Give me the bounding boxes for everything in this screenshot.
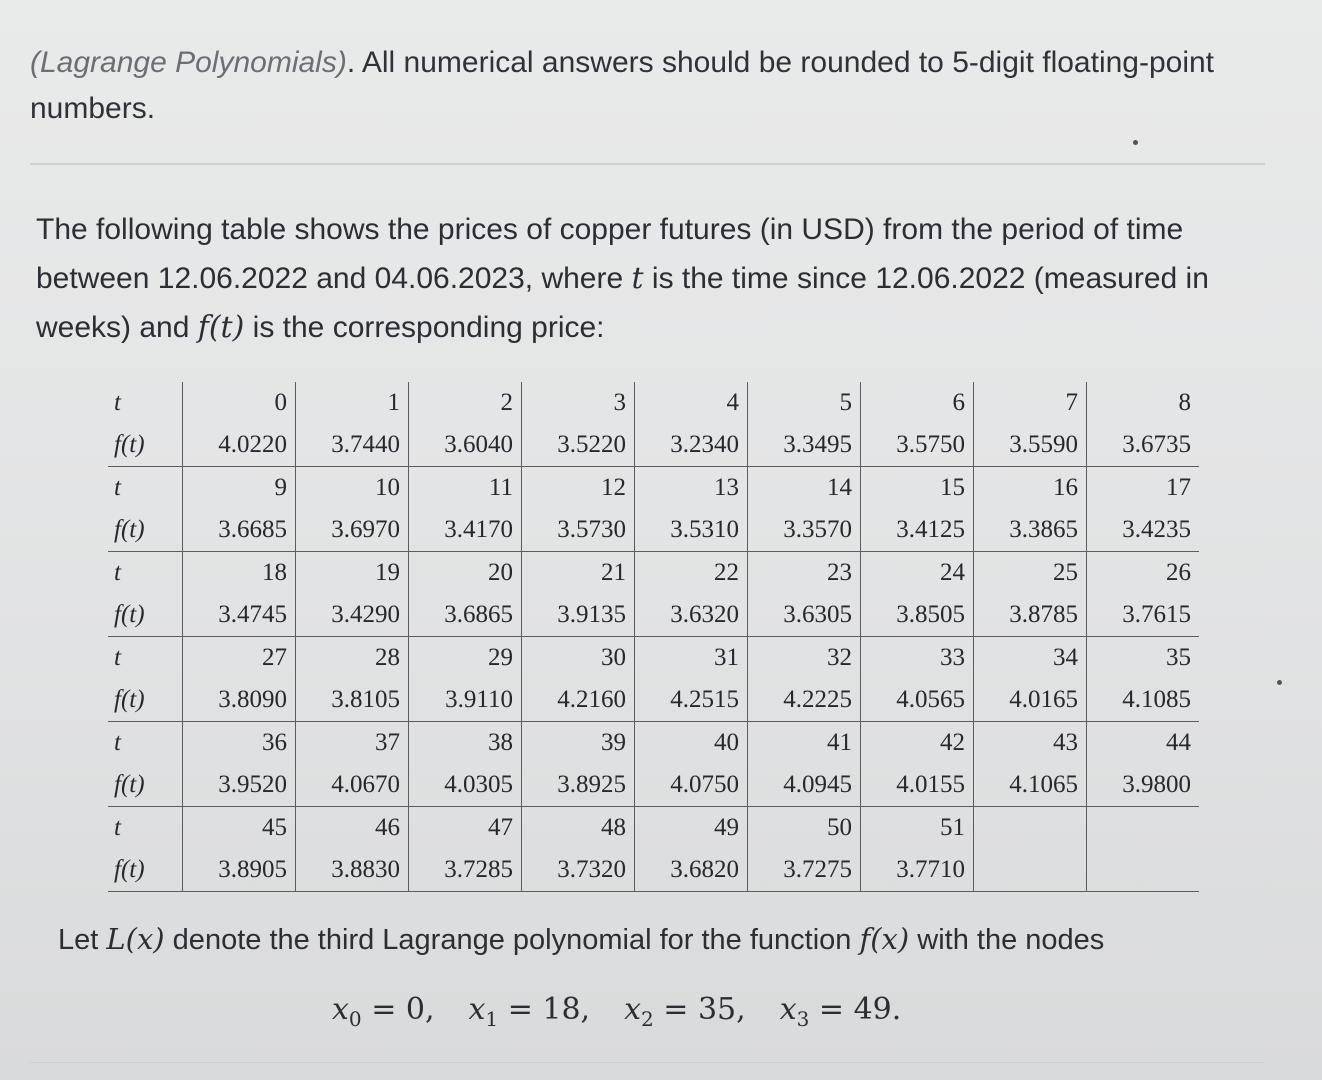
time-cell: 29 <box>409 637 522 680</box>
price-cell: 4.0305 <box>409 764 522 807</box>
price-cell: 4.2225 <box>748 679 861 722</box>
price-row <box>108 509 1199 552</box>
time-cell: 46 <box>296 807 409 850</box>
time-cell: 24 <box>861 552 974 595</box>
table-description <box>36 205 1286 352</box>
price-cell: 3.8905 <box>183 849 296 892</box>
price-cell <box>1087 849 1200 892</box>
node-value: 0, <box>405 992 435 1027</box>
price-cell: 3.4170 <box>409 509 522 552</box>
closing-part-2: denote the third Lagrange polynomial for the function <box>164 924 860 956</box>
time-cell: 50 <box>748 807 861 850</box>
lagrange-statement <box>58 917 1278 962</box>
node-variable: x <box>779 992 797 1027</box>
node-subscript: 0 <box>348 1007 362 1031</box>
closing-part-3: with the nodes <box>909 924 1105 956</box>
node-variable: x <box>624 992 642 1027</box>
price-cell: 3.6305 <box>748 594 861 637</box>
price-cell: 4.0670 <box>296 764 409 807</box>
time-row-label: t <box>114 389 121 416</box>
node-variable: x <box>468 992 486 1027</box>
description-part-3: is the corresponding price: <box>244 311 605 344</box>
time-cell: 42 <box>861 722 974 765</box>
time-cell: 10 <box>296 467 409 510</box>
time-cell: 2 <box>409 382 522 424</box>
price-cell: 4.2515 <box>635 679 748 722</box>
time-cell: 49 <box>635 807 748 850</box>
price-cell: 3.6820 <box>635 849 748 892</box>
price-cell: 3.6865 <box>409 594 522 637</box>
price-row-label: f(t) <box>108 424 183 467</box>
time-cell: 31 <box>635 637 748 680</box>
price-cell: 3.6320 <box>635 594 748 637</box>
node-subscript: 2 <box>641 1007 654 1031</box>
price-cell: 3.7320 <box>522 849 635 892</box>
price-cell: 3.7285 <box>409 849 522 892</box>
time-row-label: t <box>114 474 121 501</box>
equals-sign: = <box>361 992 406 1027</box>
node-value: 35, <box>697 992 746 1027</box>
time-cell: 38 <box>409 722 522 765</box>
time-cell: 3 <box>522 382 635 424</box>
time-row-label: t <box>114 644 121 671</box>
time-row <box>108 807 1199 850</box>
time-cell: 0 <box>183 382 296 424</box>
node-2 <box>624 992 746 1031</box>
price-cell: 4.1085 <box>1087 679 1200 722</box>
node-variable: x <box>332 992 349 1027</box>
node-subscript: 1 <box>485 1007 499 1031</box>
time-cell: 39 <box>522 722 635 765</box>
time-cell: 12 <box>522 467 635 510</box>
time-cell: 21 <box>522 552 635 595</box>
time-row <box>108 382 1199 424</box>
time-row <box>108 467 1199 510</box>
time-cell: 35 <box>1087 637 1200 680</box>
equals-sign: = <box>498 992 543 1027</box>
node-1 <box>469 992 591 1031</box>
price-cell: 3.6970 <box>296 509 409 552</box>
description-part-2: is the time since 12.06.2022 (measured in weeks) and <box>36 262 1209 344</box>
time-cell: 16 <box>974 467 1087 510</box>
node-3 <box>780 992 902 1031</box>
price-row-label: f(t) <box>108 594 183 637</box>
node-0 <box>332 992 435 1031</box>
time-cell: 32 <box>748 637 861 680</box>
price-cell: 3.5590 <box>974 424 1087 467</box>
price-cell: 3.2340 <box>635 424 748 467</box>
var-L: L(x) <box>106 922 165 956</box>
time-row <box>108 637 1199 680</box>
time-row <box>108 552 1199 595</box>
time-cell: 18 <box>183 552 296 595</box>
equals-sign: = <box>809 992 854 1027</box>
price-cell: 3.6685 <box>183 509 296 552</box>
price-cell: 3.7710 <box>861 849 974 892</box>
time-cell: 45 <box>183 807 296 850</box>
price-cell: 3.8105 <box>296 679 409 722</box>
price-row-label: f(t) <box>108 509 183 552</box>
price-row <box>108 764 1199 807</box>
time-cell: 19 <box>296 552 409 595</box>
time-row-label: t <box>114 814 121 841</box>
time-cell: 27 <box>183 637 296 680</box>
rounding-instruction: . All numerical answers should be rounded to 5-digit floating-point numbers. <box>30 46 1215 125</box>
time-cell: 9 <box>183 467 296 510</box>
price-cell: 3.7275 <box>748 849 861 892</box>
var-ft: f(t) <box>197 310 245 345</box>
price-row <box>108 594 1199 637</box>
time-cell: 13 <box>635 467 748 510</box>
time-cell: 28 <box>296 637 409 680</box>
price-cell: 3.3865 <box>974 509 1087 552</box>
price-cell: 3.3570 <box>748 509 861 552</box>
node-subscript: 3 <box>796 1007 810 1031</box>
price-cell: 3.4290 <box>296 594 409 637</box>
time-row-label: t <box>114 729 121 756</box>
price-cell: 4.0220 <box>183 424 296 467</box>
price-row <box>108 424 1199 467</box>
price-cell: 3.9520 <box>183 764 296 807</box>
time-row <box>108 722 1199 765</box>
price-table-wrapper <box>108 382 1199 892</box>
price-cell: 3.9110 <box>409 679 522 722</box>
time-cell: 25 <box>974 552 1087 595</box>
time-cell: 41 <box>748 722 861 765</box>
time-cell: 22 <box>635 552 748 595</box>
time-cell: 47 <box>409 807 522 850</box>
price-cell: 3.8830 <box>296 849 409 892</box>
problem-title: (Lagrange Polynomials) <box>30 46 347 79</box>
closing-part-1: Let <box>58 924 107 956</box>
price-cell: 3.8090 <box>183 679 296 722</box>
price-cell: 4.0750 <box>635 764 748 807</box>
price-cell: 3.5730 <box>522 509 635 552</box>
time-cell: 17 <box>1087 467 1200 510</box>
time-cell: 1 <box>296 382 409 424</box>
price-cell: 3.7440 <box>296 424 409 467</box>
time-cell: 36 <box>183 722 296 765</box>
price-row-label: f(t) <box>108 849 183 892</box>
time-cell: 40 <box>635 722 748 765</box>
price-cell: 3.4745 <box>183 594 296 637</box>
stray-dot-2 <box>1277 680 1282 685</box>
equals-sign: = <box>653 992 698 1027</box>
var-t: t <box>631 261 644 296</box>
time-cell: 51 <box>861 807 974 850</box>
node-list <box>332 992 935 1031</box>
node-value: 49. <box>853 992 902 1027</box>
bottom-divider <box>30 1062 1265 1063</box>
price-table <box>108 382 1199 892</box>
price-cell: 3.5310 <box>635 509 748 552</box>
time-cell: 14 <box>748 467 861 510</box>
price-cell: 3.5750 <box>861 424 974 467</box>
price-cell: 3.9135 <box>522 594 635 637</box>
stray-dot-1 <box>1133 140 1138 145</box>
time-cell: 5 <box>748 382 861 424</box>
time-cell: 15 <box>861 467 974 510</box>
price-cell: 4.0165 <box>974 679 1087 722</box>
price-cell: 3.8925 <box>522 764 635 807</box>
price-cell: 3.8785 <box>974 594 1087 637</box>
time-cell: 34 <box>974 637 1087 680</box>
time-cell: 8 <box>1087 382 1200 424</box>
price-cell: 3.6040 <box>409 424 522 467</box>
time-row-label: t <box>114 559 121 586</box>
price-cell: 4.0565 <box>861 679 974 722</box>
price-cell: 3.7615 <box>1087 594 1200 637</box>
price-cell: 4.2160 <box>522 679 635 722</box>
time-cell: 37 <box>296 722 409 765</box>
price-cell <box>974 849 1087 892</box>
price-cell: 4.1065 <box>974 764 1087 807</box>
price-cell: 4.0155 <box>861 764 974 807</box>
price-cell: 3.6735 <box>1087 424 1200 467</box>
section-divider <box>30 163 1265 165</box>
price-cell: 3.4125 <box>861 509 974 552</box>
time-cell: 11 <box>409 467 522 510</box>
price-cell: 4.0945 <box>748 764 861 807</box>
time-cell: 23 <box>748 552 861 595</box>
time-cell: 33 <box>861 637 974 680</box>
time-cell: 26 <box>1087 552 1200 595</box>
price-row-label: f(t) <box>108 679 183 722</box>
time-cell: 20 <box>409 552 522 595</box>
time-cell: 6 <box>861 382 974 424</box>
price-cell: 3.4235 <box>1087 509 1200 552</box>
price-cell: 3.3495 <box>748 424 861 467</box>
time-cell <box>1087 807 1200 850</box>
time-cell: 4 <box>635 382 748 424</box>
time-cell: 44 <box>1087 722 1200 765</box>
price-cell: 3.9800 <box>1087 764 1200 807</box>
time-cell <box>974 807 1087 850</box>
problem-intro <box>30 40 1280 132</box>
time-cell: 48 <box>522 807 635 850</box>
time-cell: 7 <box>974 382 1087 424</box>
time-cell: 43 <box>974 722 1087 765</box>
time-cell: 30 <box>522 637 635 680</box>
description-part-1: The following table shows the prices of copper futures (in USD) from the period of time between 12.06.2022 and 04.06.2023, where <box>36 213 1184 295</box>
price-cell: 3.8505 <box>861 594 974 637</box>
node-value: 18, <box>542 992 591 1027</box>
price-row <box>108 679 1199 722</box>
price-row <box>108 849 1199 892</box>
price-cell: 3.5220 <box>522 424 635 467</box>
price-row-label: f(t) <box>108 764 183 807</box>
var-fx: f(x) <box>859 922 910 956</box>
